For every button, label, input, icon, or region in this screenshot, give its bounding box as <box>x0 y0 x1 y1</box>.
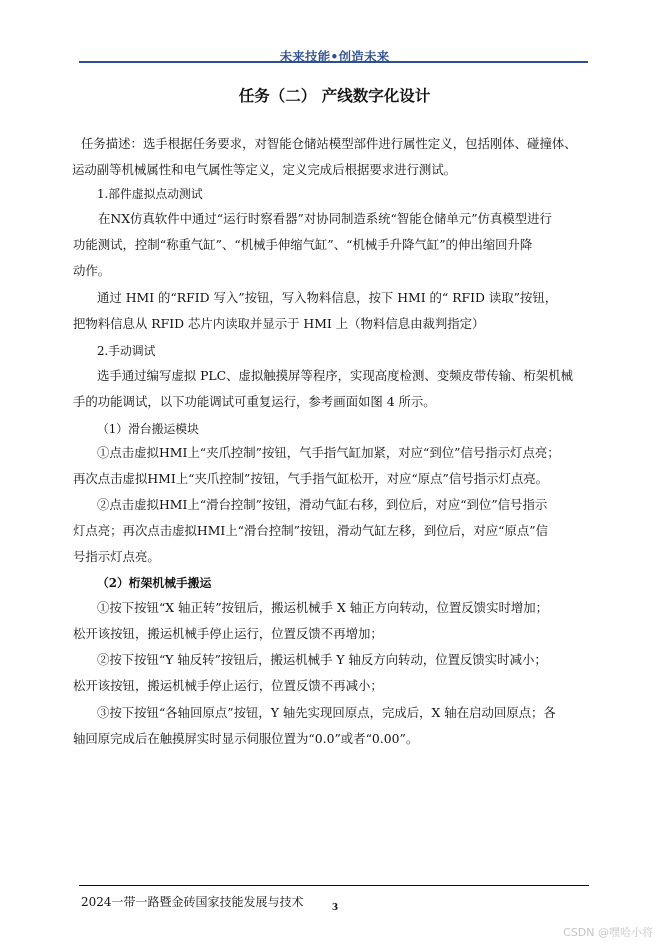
paragraph-line: ②点击虚拟HMI上“滑台控制”按钮，滑动气缸右移，到位后，对应“到位”信号指示 <box>97 497 548 512</box>
header-divider <box>79 61 588 63</box>
paragraph-line: 在NX仿真软件中通过“运行时察看器”对协同制造系统“智能仓储单元”仿真模型进行 <box>98 211 552 226</box>
paragraph-line: 轴回原完成后在触摸屏实时显示伺服位置为“0.0”或者“0.00”。 <box>73 731 419 746</box>
section-heading-1: 1.部件虚拟点动测试 <box>97 187 203 201</box>
page-number: 3 <box>331 903 339 913</box>
paragraph-line: 松开该按钮，搬运机械手停止运行，位置反馈不再增加； <box>73 626 383 641</box>
subsection-heading-1: （1）滑台搬运模块 <box>97 422 199 436</box>
footer-divider <box>79 885 589 886</box>
page-title: 任务（二） 产线数字化设计 <box>238 87 431 105</box>
paragraph-line: 灯点亮；再次点击虚拟HMI上“滑台控制”按钮，滑动气缸左移，到位后，对应“原点”信 <box>73 523 549 538</box>
header-title: 未来技能•创造未来 <box>279 49 390 64</box>
paragraph-line: 手的功能调试，以下功能调试可重复运行，参考画面如图 4 所示。 <box>73 394 436 409</box>
footer-text: 2024一带一路暨金砖国家技能发展与技术 <box>81 895 304 909</box>
paragraph-line: 再次点击虚拟HMI上“夹爪控制”按钮，气手指气缸松开，对应“原点”信号指示灯点亮。 <box>73 471 549 486</box>
paragraph-line: 通过 HMI 的“RFID 写入”按钮，写入物料信息，按下 HMI 的“ RFID 读取”按钮， <box>97 290 558 305</box>
paragraph-line: 功能测试，控制“称重气缸”、“机械手伸缩气缸”、“机械手升降气缸”的伸出缩回升降 <box>73 237 533 252</box>
paragraph-line: 号指示灯点亮。 <box>73 549 160 564</box>
paragraph-line: 松开该按钮，搬运机械手停止运行，位置反馈不再减小； <box>73 678 383 693</box>
subsection-heading-2: （2）桁架机械手搬运 <box>97 576 212 590</box>
paragraph-line: ①按下按钮“X 轴正转”按钮后，搬运机械手 X 轴正方向转动，位置反馈实时增加； <box>97 600 549 615</box>
paragraph-line: ②按下按钮“Y 轴反转”按钮后，搬运机械手 Y 轴反方向转动，位置反馈实时减小； <box>97 652 547 667</box>
paragraph-line: ①点击虚拟HMI上“夹爪控制”按钮，气手指气缸加紧，对应“到位”信号指示灯点亮； <box>97 445 560 460</box>
section-heading-2: 2.手动调试 <box>97 344 156 358</box>
paragraph-line: 选手通过编写虚拟 PLC、虚拟触摸屏等程序，实现高度检测、变频皮带传输、桁架机械 <box>97 368 574 383</box>
paragraph-line: ③按下按钮“各轴回原点”按钮，Y 轴先实现回原点，完成后，X 轴在启动回原点；各 <box>97 705 556 720</box>
task-description-line-2: 运动副等机械属性和电气属性等定义，定义完成后根据要求进行测试。 <box>72 162 457 177</box>
watermark: CSDN @嘿哈小将 <box>563 926 653 939</box>
task-description-line-1: 任务描述：选手根据任务要求，对智能仓储站模型部件进行属性定义，包括刚体、碰撞体、 <box>81 136 577 151</box>
paragraph-line: 动作。 <box>73 263 111 278</box>
paragraph-line: 把物料信息从 RFID 芯片内读取并显示于 HMI 上（物料信息由裁判指定） <box>73 316 485 331</box>
